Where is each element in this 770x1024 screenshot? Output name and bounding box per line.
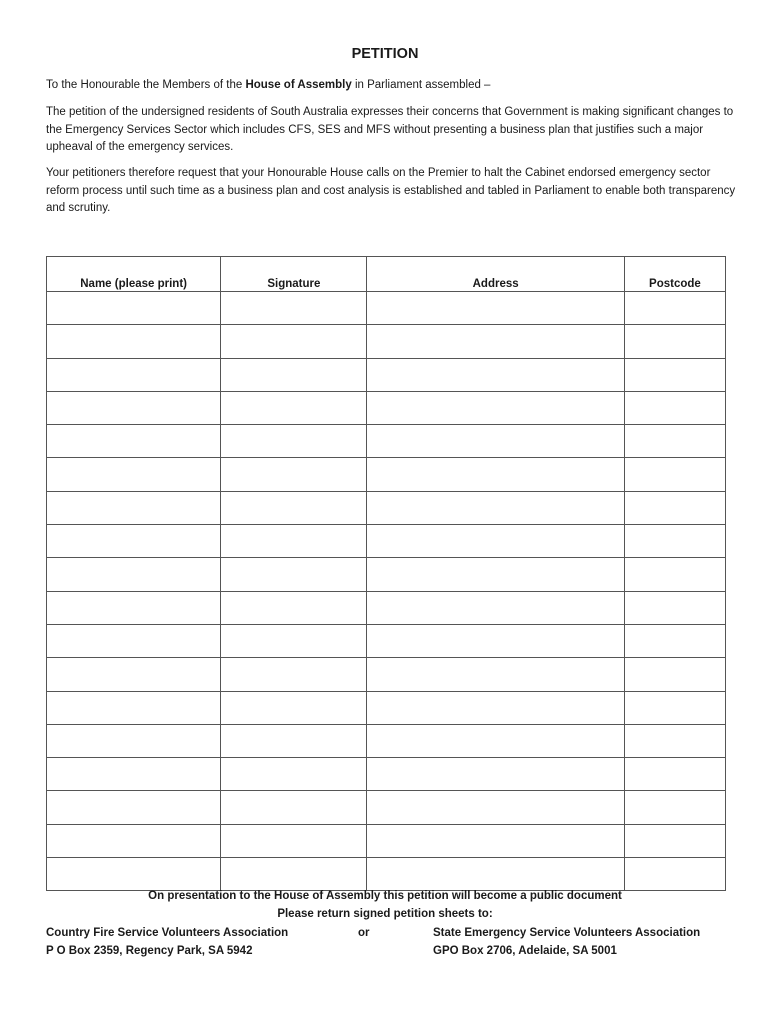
header-name: Name (please print) [47,257,221,292]
name-cell[interactable] [47,724,221,757]
table-row [47,824,726,857]
address-cell[interactable] [367,292,624,325]
address-cell[interactable] [367,458,624,491]
address-cell[interactable] [367,724,624,757]
name-cell[interactable] [47,858,221,891]
postcode-cell[interactable] [624,624,725,657]
table-row [47,758,726,791]
signature-cell[interactable] [221,658,367,691]
public-document-notice: On presentation to the House of Assembly this petition will become a public document [148,890,622,902]
postcode-cell[interactable] [624,858,725,891]
address-cell[interactable] [367,391,624,424]
signature-cell[interactable] [221,358,367,391]
table-row [47,724,726,757]
signature-cell[interactable] [221,525,367,558]
address-cell[interactable] [367,525,624,558]
name-cell[interactable] [47,624,221,657]
table-row [47,358,726,391]
address-suffix: in Parliament assembled – [351,79,491,91]
signature-cell[interactable] [221,391,367,424]
signature-table-body [47,292,726,891]
postcode-cell[interactable] [624,724,725,757]
name-cell[interactable] [47,658,221,691]
postcode-cell[interactable] [624,558,725,591]
address-cell[interactable] [367,791,624,824]
table-row [47,425,726,458]
address-cell[interactable] [367,624,624,657]
signature-cell[interactable] [221,724,367,757]
ses-association-name: State Emergency Service Volunteers Association [433,927,701,939]
signature-cell[interactable] [221,624,367,657]
table-row [47,858,726,891]
address-prefix: To the Honourable the Members of the [46,79,246,91]
name-cell[interactable] [47,824,221,857]
name-cell[interactable] [47,525,221,558]
name-cell[interactable] [47,425,221,458]
address-cell[interactable] [367,758,624,791]
postcode-cell[interactable] [624,758,725,791]
petition-request-paragraph: Your petitioners therefore request that your Honourable House calls on the Premier to halt the Cabinet endorsed emergency sector reform process until such time as a business plan and cost analysis is established and tabled in Parliament to enable both transparency and scrutiny. [46,167,736,214]
signature-cell[interactable] [221,824,367,857]
table-row [47,591,726,624]
name-cell[interactable] [47,791,221,824]
name-cell[interactable] [47,691,221,724]
address-cell[interactable] [367,425,624,458]
name-cell[interactable] [47,325,221,358]
table-row [47,624,726,657]
house-of-assembly-emphasis: House of Assembly [245,79,352,91]
postcode-cell[interactable] [624,358,725,391]
postcode-cell[interactable] [624,525,725,558]
signature-cell[interactable] [221,558,367,591]
signature-cell[interactable] [221,292,367,325]
name-cell[interactable] [47,292,221,325]
table-row [47,791,726,824]
address-cell[interactable] [367,358,624,391]
name-cell[interactable] [47,591,221,624]
postcode-cell[interactable] [624,425,725,458]
table-row [47,491,726,524]
postcode-cell[interactable] [624,391,725,424]
ses-return-address [433,924,700,960]
signature-cell[interactable] [221,791,367,824]
ses-postal-address: GPO Box 2706, Adelaide, SA 5001 [433,945,617,957]
signature-cell[interactable] [221,858,367,891]
address-cell[interactable] [367,325,624,358]
postcode-cell[interactable] [624,491,725,524]
postcode-cell[interactable] [624,658,725,691]
table-row [47,525,726,558]
postcode-cell[interactable] [624,591,725,624]
signature-cell[interactable] [221,491,367,524]
cfs-return-address [46,924,288,960]
table-row [47,691,726,724]
postcode-cell[interactable] [624,325,725,358]
header-signature: Signature [221,257,367,292]
return-notice: Please return signed petition sheets to: [277,908,493,920]
or-separator: or [358,927,370,939]
name-cell[interactable] [47,758,221,791]
name-cell[interactable] [47,491,221,524]
signature-cell[interactable] [221,591,367,624]
address-cell[interactable] [367,591,624,624]
address-cell[interactable] [367,858,624,891]
signature-cell[interactable] [221,758,367,791]
postcode-cell[interactable] [624,292,725,325]
address-cell[interactable] [367,691,624,724]
signature-cell[interactable] [221,458,367,491]
name-cell[interactable] [47,458,221,491]
address-cell[interactable] [367,558,624,591]
header-address: Address [367,257,624,292]
name-cell[interactable] [47,358,221,391]
name-cell[interactable] [47,558,221,591]
table-row [47,391,726,424]
petition-body-paragraph: The petition of the undersigned residents of South Australia expresses their concerns that Government is making significant changes to the Emergency Services Sector which includes CFS, SES and MFS without presenting a business plan that justifies such a major upheaval of the emergency services. [46,106,734,153]
postcode-cell[interactable] [624,691,725,724]
table-row [47,292,726,325]
address-cell[interactable] [367,824,624,857]
signature-cell[interactable] [221,425,367,458]
table-row [47,658,726,691]
address-cell[interactable] [367,491,624,524]
petition-title: PETITION [351,46,419,62]
name-cell[interactable] [47,391,221,424]
table-row [47,458,726,491]
postcode-cell[interactable] [624,824,725,857]
signature-table-header-row [47,257,726,292]
header-postcode: Postcode [624,257,725,292]
address-cell[interactable] [367,658,624,691]
signature-cell[interactable] [221,691,367,724]
table-row [47,325,726,358]
postcode-cell[interactable] [624,791,725,824]
postcode-cell[interactable] [624,458,725,491]
table-row [47,558,726,591]
cfs-postal-address: P O Box 2359, Regency Park, SA 5942 [46,945,253,957]
signature-table [46,256,726,891]
petition-address-line [46,77,736,95]
signature-cell[interactable] [221,325,367,358]
cfs-association-name: Country Fire Service Volunteers Association [46,927,289,939]
